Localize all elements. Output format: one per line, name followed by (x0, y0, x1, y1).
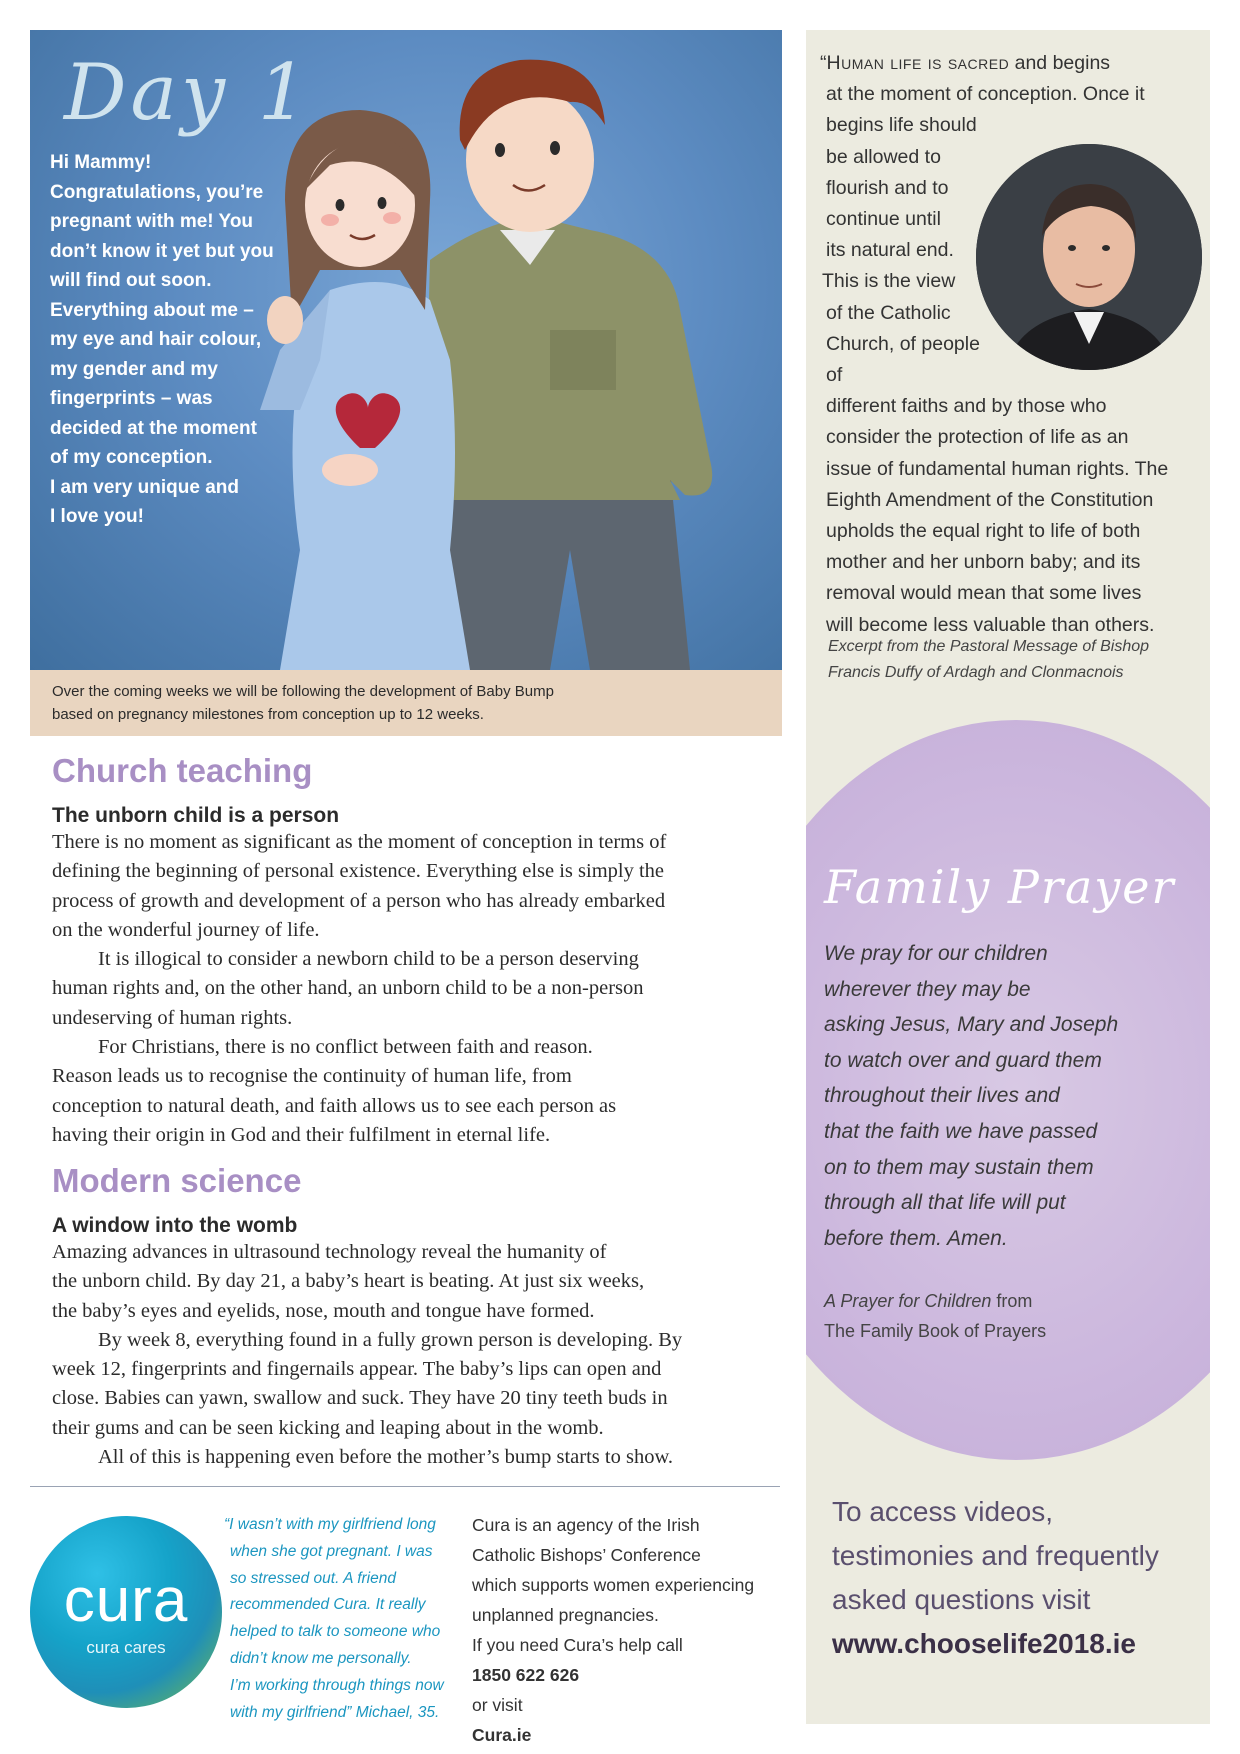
cura-logo-word: cura (63, 1566, 189, 1635)
modern-science-body: Amazing advances in ultrasound technology reveal the humanity of the unborn child. By day 21, a baby’s heart is beating. At just six weeks, the baby’s eyes and eyelids, nose, mouth and tongue have formed. By week 8, everything found in a fully grown person is developing. By week 12, fingerprints and fingernails appear. The baby’s lips can open and close. Babies can yawn, swallow and suck. They have 20 tiny teeth buds in their gums and can be seen kicking and leaping about in the womb. All of this is happening even before the mother’s bump starts to show. (52, 1241, 683, 1469)
prayer-text: We pray for our children wherever they may be asking Jesus, Mary and Joseph to watch over and guard them throughout their lives and that the faith we have passed on to them may sustain them through all that life will put before them. Amen. (824, 942, 1119, 1250)
church-teaching-heading: Church teaching (52, 752, 313, 789)
modern-science-subheading: A window into the womb (52, 1214, 298, 1237)
bishop-portrait (976, 144, 1202, 370)
bishop-portrait-image (976, 144, 1202, 370)
quote-source: Excerpt from the Pastoral Message of Bishop Francis Duffy of Ardagh and Clonmacnois (828, 638, 1150, 681)
prayer-source: A Prayer for Children from The Family Book of Prayers (824, 1291, 1047, 1341)
baby-message: Hi Mammy! Congratulations, you’re pregnant with me! You don’t know it yet but you will find out soon. Everything about me – my eye and hair colour, my gender and my fingerprints – was decided at the moment of my conception. I am very unique and I love you! (50, 152, 274, 527)
bishop-quote: “Human life is sacred and begins at the moment of conception. Once it begins life should be allowed to flourish and to continue until its natural end. This is the view of the Catholic Church, of people of different faiths and by those who consider the protection of life as an issue of fundamental human rights. The Eighth Amendment of the Constitution upholds the equal right to life of both mother and her unborn baby; and its removal would mean that some lives will become less valuable than others. (820, 52, 1169, 636)
prayer-title: Family Prayer (824, 860, 1176, 914)
church-teaching-subheading: The unborn child is a person (52, 804, 340, 827)
cura-info: Cura is an agency of the Irish Catholic Bishops’ Conference which supports women experiencing unplanned pregnancies. If you need Cura’s help call 1850 622 626 or visit Cura.ie (472, 1515, 755, 1745)
section-divider (30, 1486, 780, 1487)
cura-site-link[interactable]: Cura.ie (472, 1725, 532, 1745)
access-videos-callout: To access videos, testimonies and frequently asked questions visit www.chooselife2018.ie (832, 1490, 1202, 1666)
cura-logo-tagline: cura cares (86, 1638, 166, 1657)
illustration-caption: Over the coming weeks we will be following the development of Baby Bump based on pregnancy milestones from conception up to 12 weeks. (30, 670, 782, 736)
chooselife-link[interactable]: www.chooselife2018.ie (832, 1628, 1136, 1659)
modern-science-heading: Modern science (52, 1162, 302, 1199)
day-one-illustration (30, 30, 782, 670)
sidebar-panel (806, 30, 1210, 1724)
cura-testimonial: “I wasn’t with my girlfriend long when she got pregnant. I was so stressed out. A friend recommended Cura. It really helped to talk to someone who didn’t know me personally. I’m working through things now with my girlfriend” Michael, 35. (224, 1516, 444, 1721)
cura-phone[interactable]: 1850 622 626 (472, 1665, 580, 1685)
day-title: Day 1 (64, 48, 312, 138)
church-teaching-body: There is no moment as significant as the moment of conception in terms of defining the beginning of personal existence. Everything else is simply the process of growth and development of a person who has already embarked on the wonderful journey of life. It is illogical to consider a newborn child to be a person deserving human rights and, on the other hand, an unborn child to be a non-person undeserving of human rights. For Christians, there is no conflict between faith and reason. Reason leads us to recognise the continuity of human life, from conception to natural death, and faith allows us to see each person as having their origin in God and their fulfilment in eternal life. (52, 831, 667, 1146)
